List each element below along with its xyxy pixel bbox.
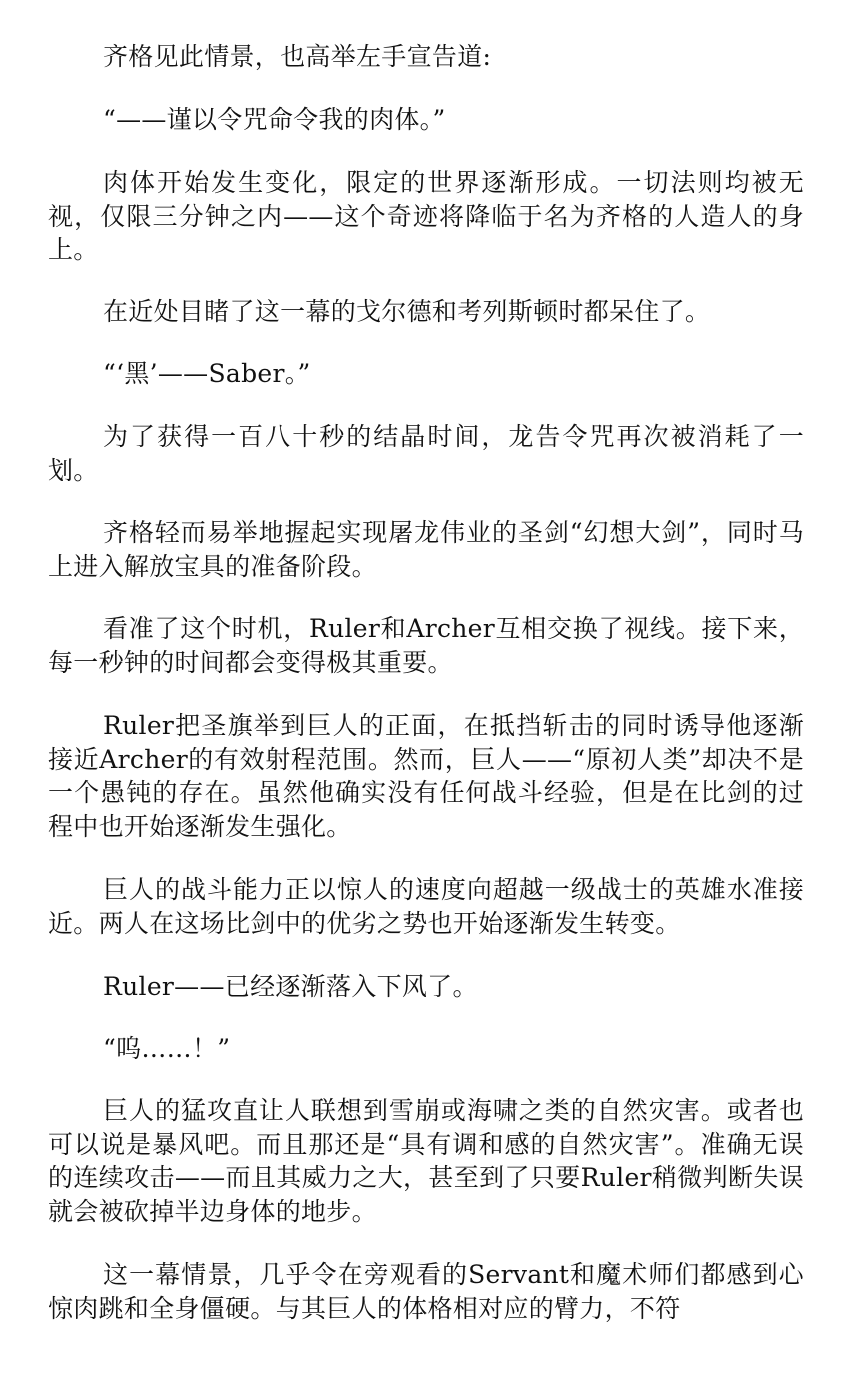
paragraph: “——谨以令咒命令我的肉体。”	[103, 105, 446, 134]
paragraph: 为了获得一百八十秒的结晶时间，龙告令咒再次被消耗了一划。	[48, 422, 804, 485]
paragraph: “‘黑’——Saber。”	[103, 359, 311, 388]
paragraph: “呜……！”	[103, 1034, 231, 1063]
paragraph: 巨人的猛攻直让人联想到雪崩或海啸之类的自然灾害。或者也可以说是暴风吧。而且那还是“具有调和感的自然灾害”。准确无误的连续攻击——而且其威力之大，甚至到了只要Ruler稍微判断失误就会被砍掉半边身体的地步。	[48, 1096, 804, 1226]
paragraph: Ruler——已经逐渐落入下风了。	[103, 972, 478, 1001]
paragraph: 巨人的战斗能力正以惊人的速度向超越一级战士的英雄水准接近。两人在这场比剑中的优劣之势也开始逐渐发生转变。	[48, 875, 804, 938]
paragraph: 看准了这个时机，Ruler和Archer互相交换了视线。接下来，每一秒钟的时间都会变得极其重要。	[48, 614, 804, 677]
paragraph: 齐格轻而易举地握起实现屠龙伟业的圣剑“幻想大剑”，同时马上进入解放宝具的准备阶段。	[48, 518, 804, 581]
paragraph: 在近处目睹了这一幕的戈尔德和考列斯顿时都呆住了。	[103, 297, 711, 326]
paragraph: Ruler把圣旗举到巨人的正面，在抵挡斩击的同时诱导他逐渐接近Archer的有效射程范围。然而，巨人——“原初人类”却决不是一个愚钝的存在。虽然他确实没有任何战斗经验，但是在比剑的过程中也开始逐渐发生强化。	[48, 711, 804, 841]
paragraph: 齐格见此情景，也高举左手宣告道:	[103, 42, 492, 71]
paragraph: 这一幕情景，几乎令在旁观看的Servant和魔术师们都感到心惊肉跳和全身僵硬。与其巨人的体格相对应的臂力，不符	[48, 1260, 804, 1323]
paragraph: 肉体开始发生变化，限定的世界逐渐形成。一切法则均被无视，仅限三分钟之内——这个奇迹将降临于名为齐格的人造人的身上。	[48, 168, 804, 264]
